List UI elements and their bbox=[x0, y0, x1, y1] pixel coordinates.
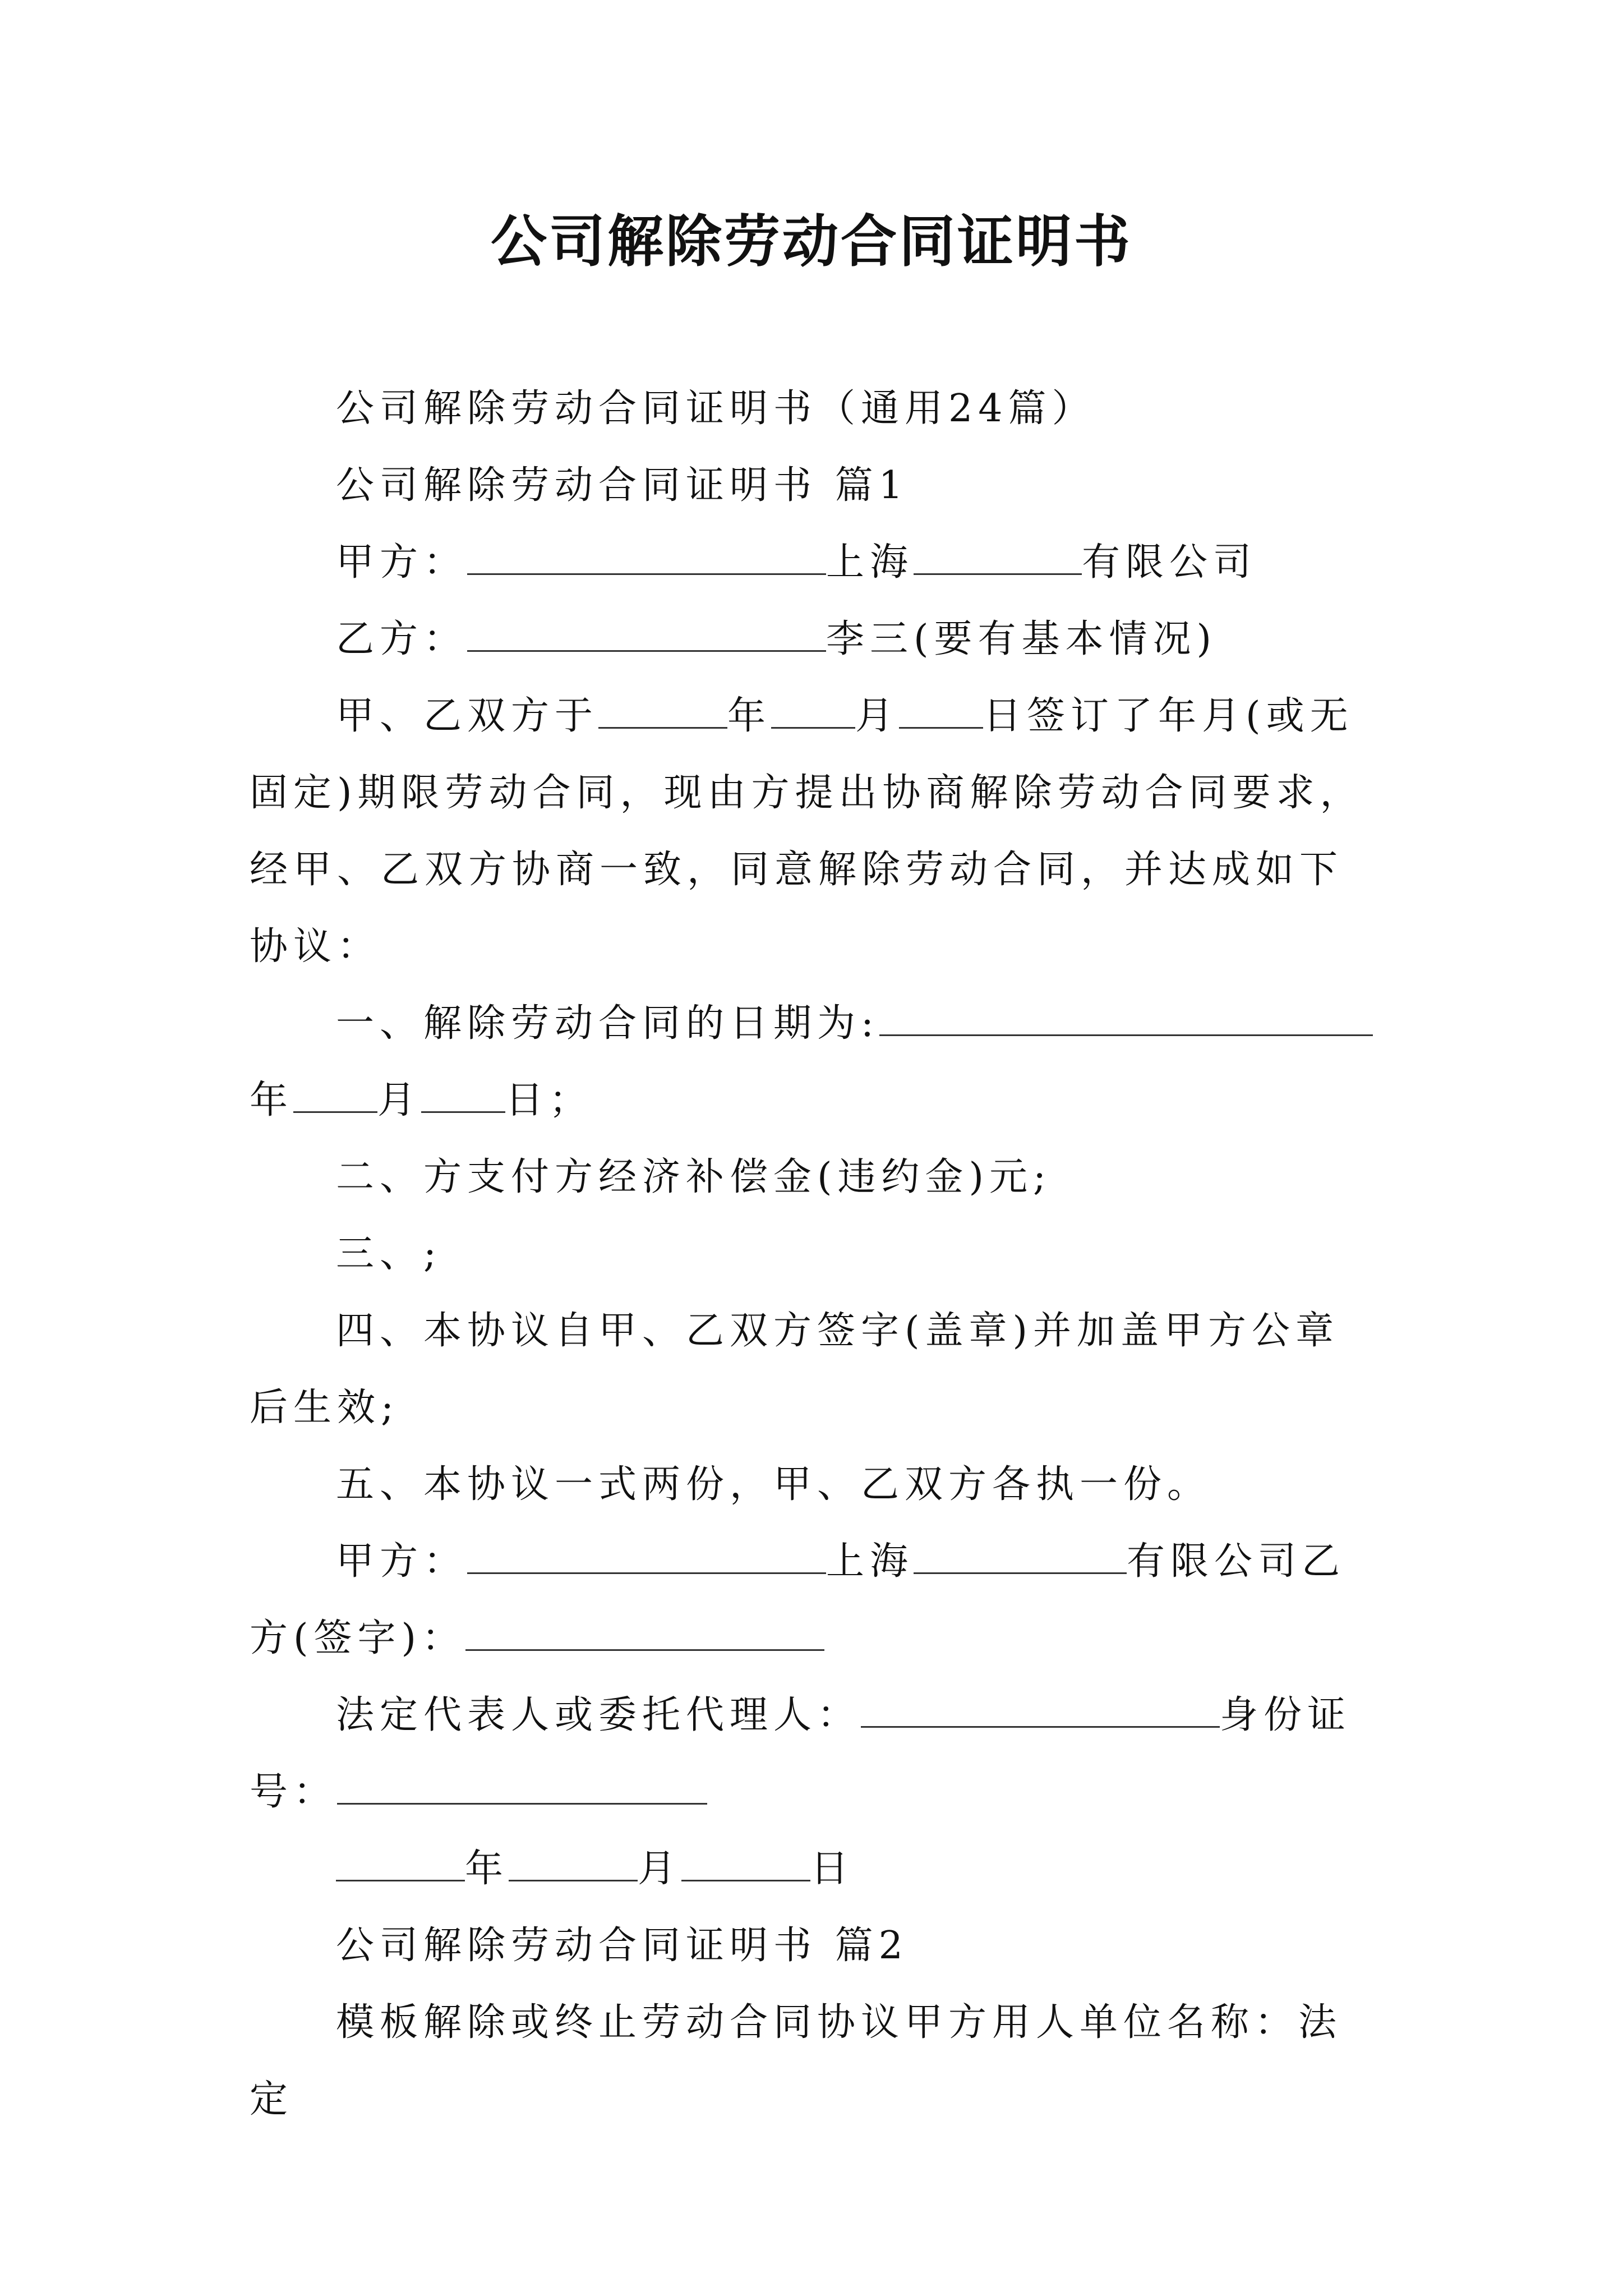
sign-a-city: 上海 bbox=[826, 1539, 914, 1584]
blank-line bbox=[914, 1538, 1127, 1574]
item-2: 二、方支付方经济补偿金(违约金)元; bbox=[336, 1155, 1052, 1199]
blank-line bbox=[879, 1000, 1373, 1036]
part1-heading: 公司解除劳动合同证明书 篇1 bbox=[336, 463, 909, 508]
party-a-city: 上海 bbox=[826, 540, 914, 585]
blank-line bbox=[771, 692, 855, 729]
intro-paragraph bbox=[250, 678, 1380, 985]
blank-line bbox=[598, 692, 727, 729]
party-b-label: 乙方： bbox=[336, 617, 468, 661]
item-1 bbox=[250, 985, 1380, 1139]
day-label: 日； bbox=[505, 1078, 593, 1122]
party-a-suffix: 有限公司 bbox=[1082, 540, 1257, 585]
party-b-name: 李三(要有基本情况) bbox=[826, 617, 1218, 661]
part2-text: 模板解除或终止劳动合同协议甲方用人单位名称：法定 bbox=[250, 2000, 1343, 2122]
year-label: 年 bbox=[250, 1078, 294, 1122]
day-label: 日 bbox=[810, 1847, 855, 1891]
item-3: 三、; bbox=[336, 1232, 442, 1276]
part2-heading: 公司解除劳动合同证明书 篇2 bbox=[336, 1924, 909, 1968]
date-line bbox=[250, 1830, 1380, 1907]
blank-line bbox=[465, 1614, 824, 1651]
blank-line bbox=[421, 1076, 505, 1113]
document-body bbox=[250, 370, 1380, 2138]
sign-a-label: 甲方： bbox=[336, 1539, 468, 1584]
item-1-label: 一、解除劳动合同的日期为: bbox=[336, 1001, 879, 1046]
blank-line bbox=[914, 539, 1082, 575]
blank-line bbox=[336, 1845, 465, 1881]
month-label: 月 bbox=[638, 1847, 682, 1891]
item-5: 五、本协议一式两份，甲、乙双方各执一份。 bbox=[336, 1462, 1211, 1507]
id-label: 身份证号： bbox=[250, 1693, 1352, 1814]
blank-line bbox=[509, 1845, 638, 1881]
blank-line bbox=[467, 615, 826, 652]
party-a-line bbox=[250, 524, 1380, 601]
rep-label: 法定代表人或委托代理人： bbox=[336, 1693, 861, 1737]
subtitle: 公司解除劳动合同证明书（通用24篇） bbox=[336, 386, 1096, 431]
blank-line bbox=[861, 1691, 1220, 1728]
representative-line bbox=[250, 1677, 1380, 1830]
party-a-label: 甲方： bbox=[336, 540, 468, 585]
intro-text-1: 甲、乙双方于 bbox=[336, 694, 599, 738]
document-title: 公司解除劳动合同证明书 bbox=[491, 208, 1132, 274]
blank-line bbox=[467, 1538, 826, 1574]
blank-line bbox=[899, 692, 983, 729]
blank-line bbox=[467, 539, 826, 575]
sign-a-suffix: 有限公司乙方(签字)： bbox=[250, 1539, 1346, 1660]
month-label: 月 bbox=[377, 1078, 422, 1122]
blank-line bbox=[293, 1076, 377, 1113]
year-label: 年 bbox=[465, 1847, 509, 1891]
blank-line bbox=[681, 1845, 810, 1881]
intro-text-2: 日签订了年月(或无固定)期限劳动合同，现由方提出协商解除劳动合同要求，经甲、乙双方协商一致，同意解除劳动合同，并达成如下协议： bbox=[250, 694, 1364, 969]
party-b-line bbox=[250, 601, 1380, 678]
item-4: 四、本协议自甲、乙双方签字(盖章)并加盖甲方公章后生效; bbox=[250, 1309, 1340, 1430]
month-label: 月 bbox=[855, 694, 900, 738]
blank-line bbox=[337, 1768, 707, 1805]
signature-party-a bbox=[250, 1523, 1380, 1677]
year-label: 年 bbox=[727, 694, 772, 738]
